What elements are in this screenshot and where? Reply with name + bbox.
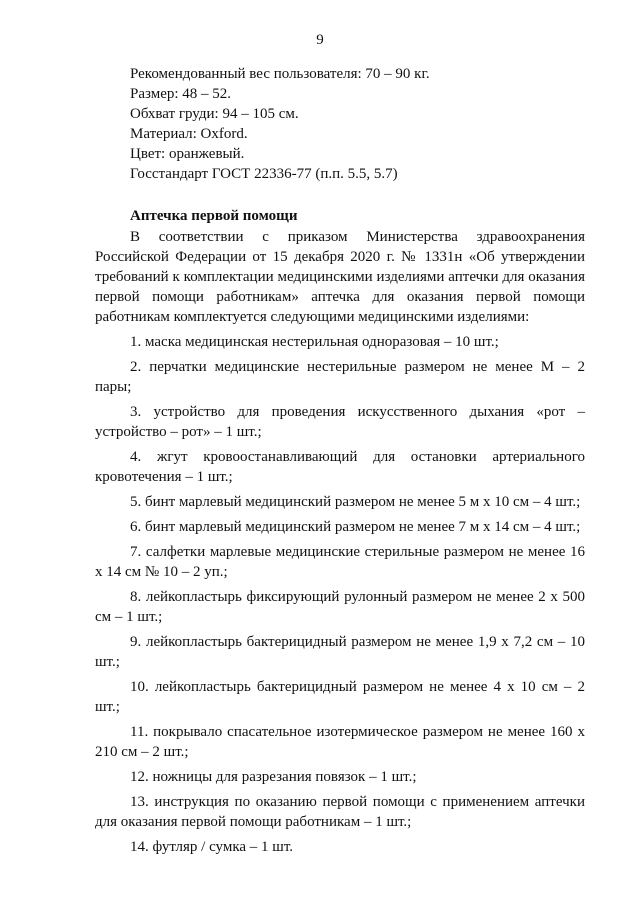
list-item: 6. бинт марлевый медицинский размером не менее 7 м х 14 см – 4 шт.; <box>130 519 581 535</box>
spec-chest: Обхват груди: 94 – 105 см. <box>130 106 299 122</box>
list-item: 7. салфетки марлевые медицинские стерильные размером не менее 16 х 14 см № 10 – 2 уп.; <box>95 544 585 580</box>
spec-weight: Рекомендованный вес пользователя: 70 – 90 кг. <box>130 66 430 82</box>
spec-standard: Госстандарт ГОСТ 22336-77 (п.п. 5.5, 5.7) <box>130 166 398 182</box>
spec-color: Цвет: оранжевый. <box>130 146 245 162</box>
page-number: 9 <box>316 32 324 48</box>
list-item: 1. маска медицинская нестерильная одноразовая – 10 шт.; <box>130 334 499 350</box>
list-item: 8. лейкопластырь фиксирующий рулонный размером не менее 2 х 500 см – 1 шт.; <box>95 589 585 625</box>
list-item: 12. ножницы для разрезания повязок – 1 шт.; <box>130 769 417 785</box>
spec-size: Размер: 48 – 52. <box>130 86 232 102</box>
list-item: 14. футляр / сумка – 1 шт. <box>130 839 294 855</box>
list-item: 13. инструкция по оказанию первой помощи с применением аптечки для оказания первой помощи работникам – 1 шт.; <box>95 794 585 830</box>
section-title: Аптечка первой помощи <box>130 208 298 224</box>
list-item: 9. лейкопластырь бактерицидный размером не менее 1,9 х 7,2 см – 10 шт.; <box>95 634 585 670</box>
list-item: 2. перчатки медицинские нестерильные размером не менее М – 2 пары; <box>95 359 585 395</box>
spec-material: Материал: Oxford. <box>130 126 248 142</box>
list-item: 5. бинт марлевый медицинский размером не менее 5 м х 10 см – 4 шт.; <box>130 494 581 510</box>
list-item: 3. устройство для проведения искусственного дыхания «рот – устройство – рот» – 1 шт.; <box>95 404 585 440</box>
list-item: 11. покрывало спасательное изотермическое размером не менее 160 х 210 см – 2 шт.; <box>95 724 585 760</box>
list-item: 4. жгут кровоостанавливающий для остановки артериального кровотечения – 1 шт.; <box>95 449 585 485</box>
list-item: 10. лейкопластырь бактерицидный размером не менее 4 х 10 см – 2 шт.; <box>95 679 585 715</box>
document-body <box>95 64 585 857</box>
intro-paragraph: В соответствии с приказом Министерства здравоохранения Российской Федерации от 15 декабря 2020 г. № 1331н «Об утверждении требований к комплектации медицинскими изделиями аптечки для оказания первой помощи работникам» аптечка для оказания первой помощи работникам комплектуется следующими медицинскими изделиями: <box>95 229 585 325</box>
